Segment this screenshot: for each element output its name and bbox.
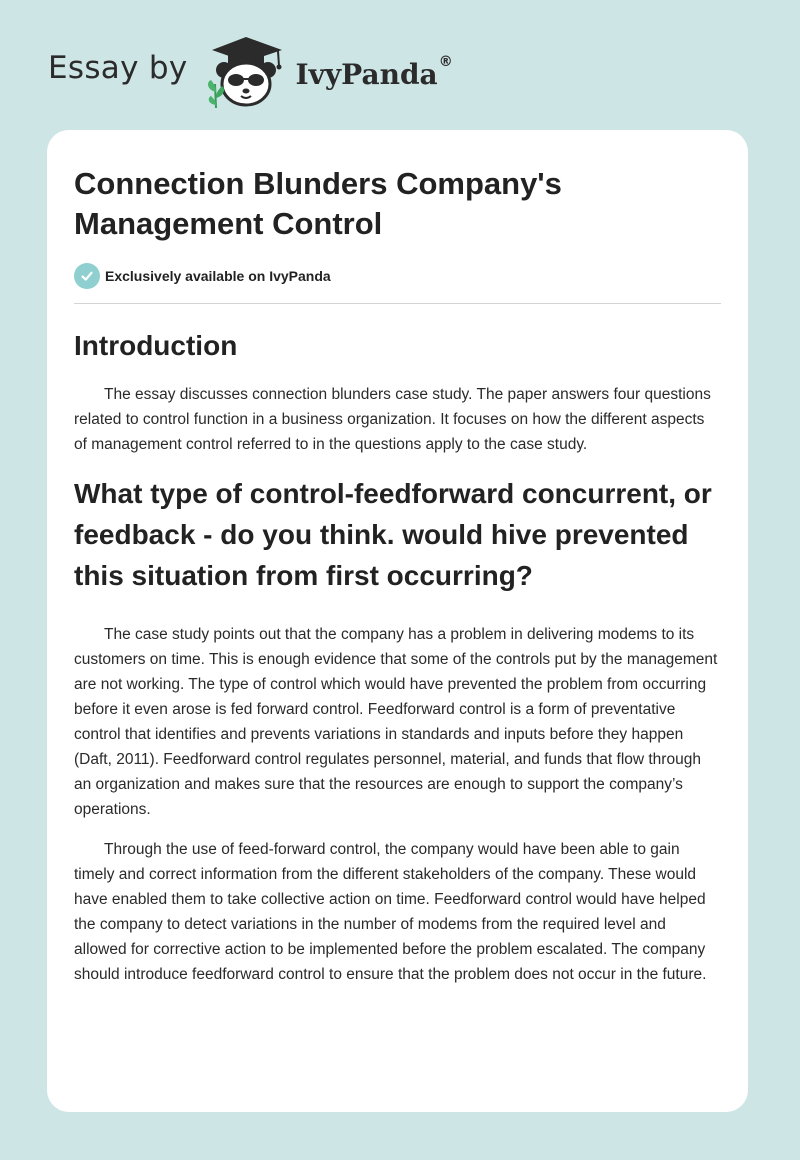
paragraph: The case study points out that the company has a problem in delivering modems to its customers on time. This is enough evidence that some of the controls put by the management are not working. The type of control which would have prevented the problem from occurring before it even arose is fed forward control. Feedforward control is a form of preventative control that identifies and prevents variations in standards and inputs before they happen (Daft, 2011). Feedforward control regulates personnel, material, and funds that flow through an organization and makes sure that the resources are enough to support the company’s operations. (74, 626, 718, 818)
exclusive-badge-text: Exclusively available on IvyPanda (105, 268, 331, 284)
checkmark-icon (74, 263, 100, 289)
section-heading-control-question: What type of control-feedforward concurrent, or feedback - do you think. would hive prevented this situation from first occurring? (74, 478, 712, 591)
brand-name[interactable]: IvyPanda® (295, 53, 453, 91)
registered-mark: ® (438, 53, 453, 70)
section-heading-introduction: Introduction (74, 330, 238, 361)
divider (74, 303, 721, 304)
exclusive-badge (74, 262, 721, 290)
panda-logo-icon[interactable] (202, 34, 294, 110)
brand-prefix: Essay by (48, 50, 188, 86)
essay-card (47, 130, 748, 1112)
essay-title: Connection Blunders Company's Management Control (74, 166, 562, 241)
paragraph: Through the use of feed-forward control, the company would have been able to gain timely and correct information from the different stakeholders of the company. These would have enabled them to take collective action on time. Feedforward control would have helped the company to detect variations in the number of modems from the required level and allowed for corrective action to be implemented before the problem escalated. The company should introduce feedforward control to ensure that the problem does not occur in the future. (74, 841, 707, 983)
brand-header (48, 34, 453, 110)
paragraph: The essay discusses connection blunders case study. The paper answers four questions related to control function in a business organization. It focuses on how the different aspects of management control referred to in the questions apply to the case study. (74, 386, 711, 453)
